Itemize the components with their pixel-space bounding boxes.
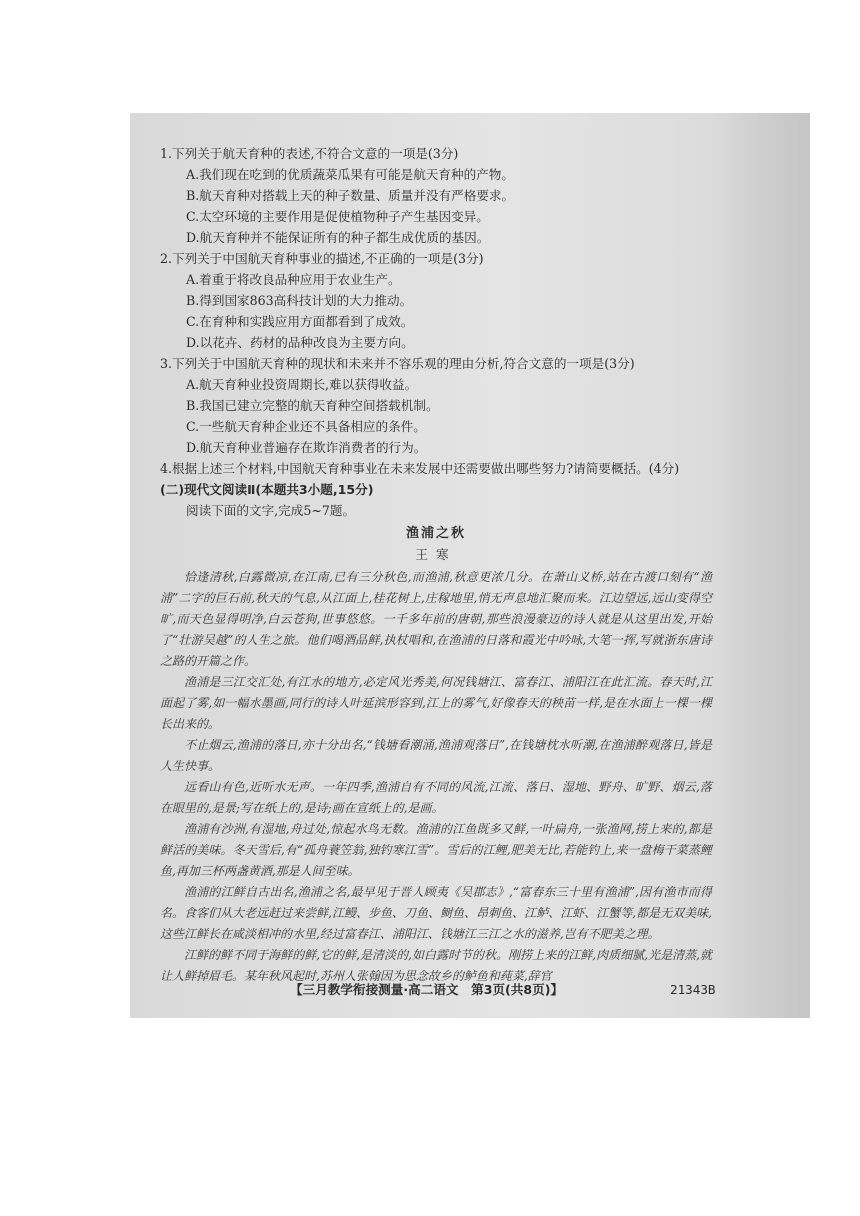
article-paragraph: 恰逢清秋,白露微凉,在江南,已有三分秋色,而渔浦,秋意更浓几分。在萧山义桥,站在古渡口刻有“渔浦”二字的巨石前,秋天的气息,从江面上,桂花树上,庄稼地里,悄无声息地汇聚而来。江边望远,远山变得空旷,而天色显得明净,白云苍狗,世事悠悠。一千多年前的唐朝,那些浪漫豪迈的诗人就是从这里出发,开始了“壮游吴越”的人生之旅。他们喝酒品鲜,执杖唱和,在渔浦的日落和霞光中吟咏,大笔一挥,写就浙东唐诗之路的开篇之作。 (160, 570, 712, 668)
article-paragraph: 江鲜的鲜不同于海鲜的鲜,它的鲜,是清淡的,如白露时节的秋。刚捞上来的江鲜,肉质细腻,光是清蒸,就让人鲜掉眉毛。某年秋风起时,苏州人张翰因为思念故乡的鲈鱼和莼菜,辞官 (160, 948, 712, 983)
article-title: 渔浦之秋 (405, 526, 466, 541)
article-paragraph: 渔浦是三江交汇处,有江水的地方,必定风光秀美,何况钱塘江、富春江、浦阳江在此汇流。春天时,江面起了雾,如一幅水墨画,同行的诗人叶延滨形容到,江上的雾气,好像春天的秧苗一样,是在水面上一棵一棵长出来的。 (160, 675, 712, 731)
page-content (160, 143, 716, 997)
photographed-page (130, 113, 810, 1018)
section-instruction: 阅读下面的文字,完成5~7题。 (186, 503, 356, 518)
article-paragraph: 不止烟云,渔浦的落日,亦十分出名,“钱塘看潮涌,渔浦观落日”,在钱塘枕水听潮,在渔浦醉观落日,皆是人生快事。 (160, 738, 712, 773)
facing-page-edge (718, 113, 810, 1018)
footer-page-info: 【三月教学衔接测量·高二语文 第3页(共8页)】 (290, 982, 564, 997)
question-4 (160, 458, 712, 479)
question-3 (160, 353, 712, 458)
question-stem: 1.下列关于航天育种的表述,不符合文意的一项是(3分) (160, 146, 459, 161)
article-paragraph: 渔浦的江鲜自古出名,渔浦之名,最早见于晋人顾夷《吴郡志》,“富春东三十里有渔浦”,因有渔市而得名。食客们从大老远赶过来尝鲜,江鳗、步鱼、刀鱼、鲥鱼、昂刺鱼、江鲈、江虾、江蟹等,都是无双美味,这些江鲜长在咸淡相冲的水里,经过富春江、浦阳江、钱塘江三江之水的滋养,岂有不肥美之理。 (160, 885, 712, 941)
option-b: B.我国已建立完整的航天育种空间搭载机制。 (186, 398, 439, 413)
option-a: A.航天育种业投资周期长,难以获得收益。 (186, 377, 418, 392)
option-b: B.航天育种对搭载上天的种子数量、质量并没有严格要求。 (186, 188, 515, 203)
option-a: A.着重于将改良品种应用于农业生产。 (186, 272, 401, 287)
question-stem: 3.下列关于中国航天育种的现状和未来并不容乐观的理由分析,符合文意的一项是(3分) (160, 356, 635, 371)
question-1 (160, 143, 712, 248)
option-d: D.航天育种业普遍存在欺诈消费者的行为。 (186, 440, 427, 455)
section-heading: (二)现代文阅读Ⅱ(本题共3小题,15分) (160, 482, 374, 497)
option-c: C.一些航天育种企业还不具备相应的条件。 (186, 419, 426, 434)
option-a: A.我们现在吃到的优质蔬菜瓜果有可能是航天育种的产物。 (186, 167, 514, 182)
question-stem: 2.下列关于中国航天育种事业的描述,不正确的一项是(3分) (160, 251, 484, 266)
article-paragraph: 渔浦有沙洲,有湿地,舟过处,惊起水鸟无数。渔浦的江鱼既多又鲜,一叶扁舟,一张渔网,捞上来的,都是鲜活的美味。冬天雪后,有“孤舟蓑笠翁,独钓寒江雪”。雪后的江鲤,肥美无比,若能钓上,来一盘梅干菜蒸鲤鱼,再加三杯两盏黄酒,那是人间至味。 (160, 822, 712, 878)
question-2 (160, 248, 712, 353)
option-c: C.在育种和实践应用方面都看到了成效。 (186, 314, 414, 329)
article-author: 王寒 (415, 547, 457, 562)
option-c: C.太空环境的主要作用是促使植物种子产生基因变异。 (186, 209, 489, 224)
question-stem: 4.根据上述三个材料,中国航天育种事业在未来发展中还需要做出哪些努力?请简要概括。(4分) (160, 461, 680, 476)
article-paragraph: 远看山有色,近听水无声。一年四季,渔浦自有不同的风流,江流、落日、湿地、野舟、旷野、烟云,落在眼里的,是景;写在纸上的,是诗;画在宣纸上的,是画。 (160, 780, 712, 815)
option-b: B.得到国家863高科技计划的大力推动。 (186, 293, 413, 308)
footer-code: 21343B (670, 982, 716, 997)
option-d: D.以花卉、药材的品种改良为主要方向。 (186, 335, 414, 350)
option-d: D.航天育种并不能保证所有的种子都生成优质的基因。 (186, 230, 490, 245)
